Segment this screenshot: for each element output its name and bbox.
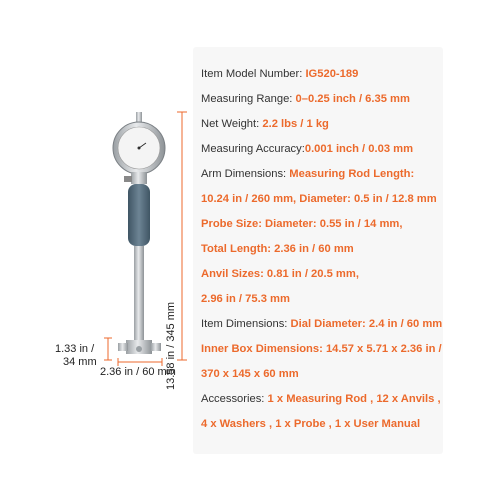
offset-dimension-label-1: 1.33 in / (55, 343, 95, 355)
spec-arm-line2: 10.24 in / 260 mm, Diameter: 0.5 in / 12.8 mm (201, 193, 437, 205)
spec-arm: Arm Dimensions: Measuring Rod Length: (201, 168, 415, 180)
product-illustration (0, 0, 192, 500)
spec-anvil-2: 2.96 in / 75.3 mm (201, 293, 290, 305)
spec-total-length: Total Length: 2.36 in / 60 mm (201, 243, 354, 255)
measuring-rod (134, 246, 144, 342)
spec-probe: Probe Size: Diameter: 0.55 in / 14 mm, (201, 218, 403, 230)
height-dimension-label: 13.58 in / 345 mm (165, 301, 177, 390)
spec-accessories: Accessories: 1 x Measuring Rod , 12 x Anvils , (201, 393, 441, 405)
grip-handle (128, 184, 150, 246)
width-dimension-label: 2.36 in / 60 mm (100, 366, 176, 378)
specifications-card (193, 47, 443, 454)
spec-weight: Net Weight: 2.2 lbs / 1 kg (201, 118, 329, 130)
spec-accessories-2: 4 x Washers , 1 x Probe , 1 x User Manual (201, 418, 421, 430)
offset-dimension-label-2: 34 mm (63, 356, 97, 368)
dial-neck (131, 172, 147, 184)
bore-gauge-drawing (0, 0, 192, 500)
spec-accuracy: Measuring Accuracy:0.001 inch / 0.03 mm (201, 143, 414, 155)
spec-anvil-1: Anvil Sizes: 0.81 in / 20.5 mm, (201, 268, 359, 280)
spec-item-dimensions: Item Dimensions: Dial Diameter: 2.4 in / 60 mm (201, 318, 443, 330)
spec-inner-box-1: Inner Box Dimensions: 14.57 x 5.71 x 2.36 in / (201, 343, 442, 355)
spec-inner-box-2: 370 x 145 x 60 mm (201, 368, 299, 380)
spec-range: Measuring Range: 0–0.25 inch / 6.35 mm (201, 93, 410, 105)
spec-model: Item Model Number: IG520-189 (201, 68, 359, 80)
